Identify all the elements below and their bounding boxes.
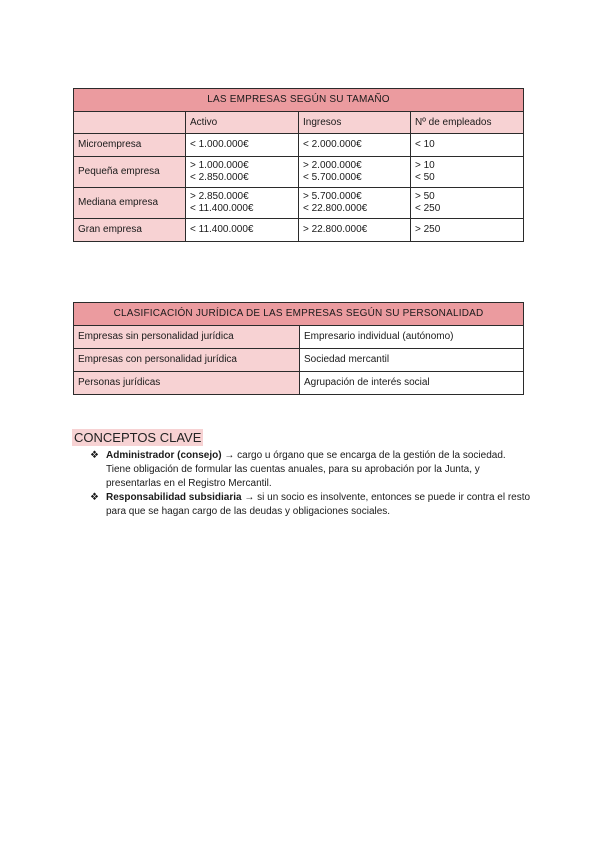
row-label: Microempresa [74,134,186,157]
size-col-header-ingresos: Ingresos [299,112,411,134]
size-col-header-activo: Activo [186,112,299,134]
cell-activo: > 1.000.000€ < 2.850.000€ [186,157,299,188]
cell-activo: > 2.850.000€ < 11.400.000€ [186,188,299,219]
row-label: Empresas con personalidad jurídica [74,349,300,372]
legal-table-title: CLASIFICACIÓN JURÍDICA DE LAS EMPRESAS SEGÚN SU PERSONALIDAD [74,303,524,326]
row-label: Empresas sin personalidad jurídica [74,326,300,349]
cell-activo: < 1.000.000€ [186,134,299,157]
list-item [72,449,532,491]
concept-term: Responsabilidad subsidiaria [106,492,242,503]
table-row [74,219,524,242]
cell-empleados: < 10 [411,134,524,157]
cell-ingresos: < 2.000.000€ [299,134,411,157]
section-heading: CONCEPTOS CLAVE [74,430,202,445]
table-row [74,188,524,219]
cell-empleados: > 250 [411,219,524,242]
cell-ingresos: > 5.700.000€ < 22.800.000€ [299,188,411,219]
cell-empleados: > 10 < 50 [411,157,524,188]
row-label: Personas jurídicas [74,372,300,395]
row-label: Mediana empresa [74,188,186,219]
table-row [74,134,524,157]
key-concepts-section [72,429,532,519]
size-col-header-empty [74,112,186,134]
table-row [74,157,524,188]
legal-classification-table [73,302,524,395]
cell-activo: < 11.400.000€ [186,219,299,242]
cell-empleados: > 50 < 250 [411,188,524,219]
concept-text: → si un socio es insolvente, entonces se puede ir contra el resto para que se hagan cargo de las deudas y obligaciones sociales. [106,492,531,517]
cell-ingresos: > 2.000.000€ < 5.700.000€ [299,157,411,188]
row-value: Agrupación de interés social [300,372,524,395]
diamond-bullet-icon: ❖ [90,492,99,503]
size-col-header-empleados: Nº de empleados [411,112,524,134]
concept-text: → cargo u órgano que se encarga de la gestión de la sociedad. Tiene obligación de formular las cuentas anuales, para su aprobación por la Junta, y presentarlas en el Registro Mercantil. [106,450,506,489]
row-label: Pequeña empresa [74,157,186,188]
company-size-table [73,88,524,242]
table-row [74,349,524,372]
cell-ingresos: > 22.800.000€ [299,219,411,242]
concepts-list [72,449,532,519]
row-value: Sociedad mercantil [300,349,524,372]
table-row [74,326,524,349]
size-table-title: LAS EMPRESAS SEGÚN SU TAMAÑO [74,89,524,112]
row-value: Empresario individual (autónomo) [300,326,524,349]
list-item [72,491,532,519]
table-row [74,372,524,395]
row-label: Gran empresa [74,219,186,242]
diamond-bullet-icon: ❖ [90,450,99,461]
concept-term: Administrador (consejo) [106,450,222,461]
